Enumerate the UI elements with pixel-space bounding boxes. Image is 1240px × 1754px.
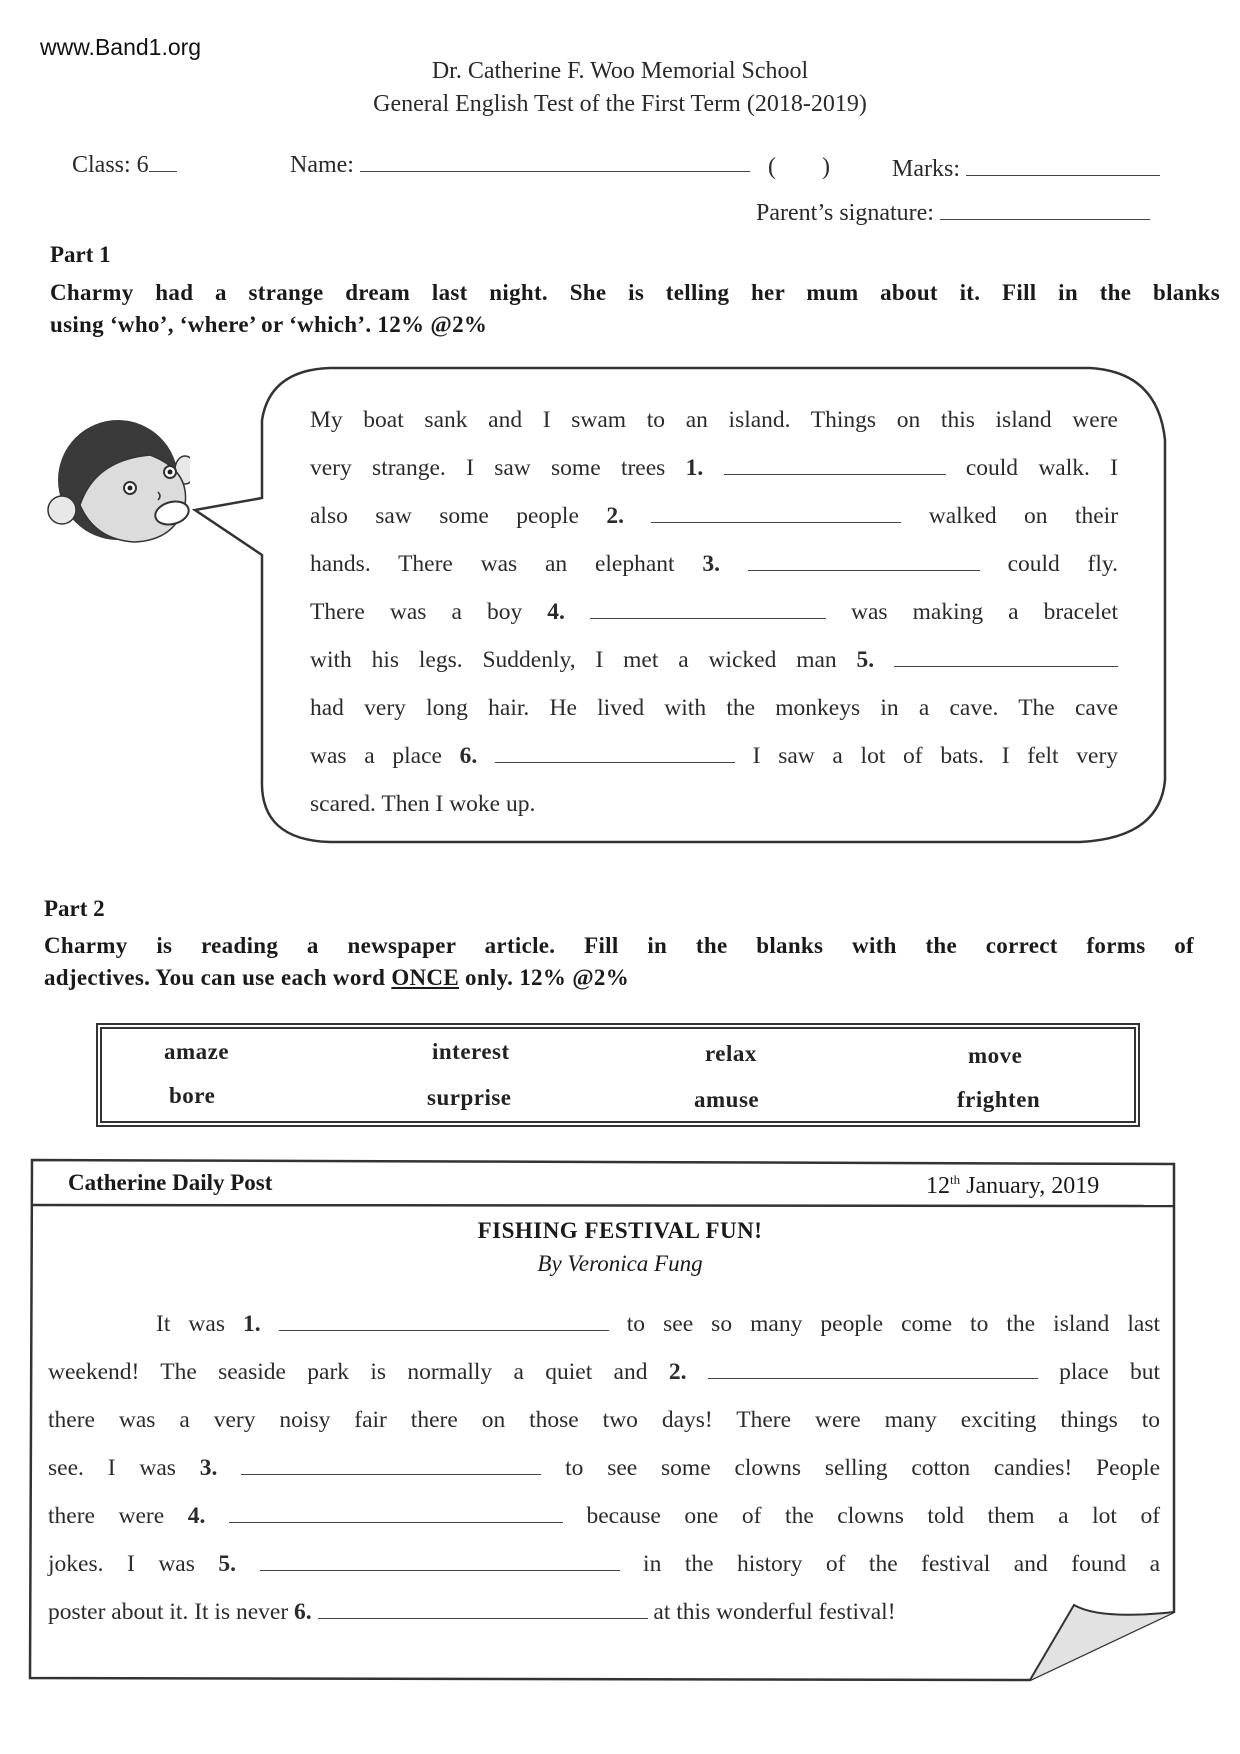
bubble-line-9: scared. Then I woke up.: [310, 791, 536, 817]
word-bank-item: surprise: [427, 1085, 512, 1110]
word-bank-item: frighten: [957, 1087, 1041, 1112]
watermark-url: www.Band1.org: [40, 34, 202, 60]
name-field[interactable]: [290, 152, 750, 179]
bubble-line-4: hands. There was an elephant 3. could fly.: [310, 551, 1119, 577]
newspaper-date: 12th January, 2019: [926, 1172, 1100, 1199]
part1-blank-3[interactable]: [748, 552, 980, 571]
name-blank[interactable]: [360, 171, 750, 172]
part2-blank-3[interactable]: [241, 1456, 541, 1475]
bubble-line-3: also saw some people 2. walked on their: [310, 503, 1119, 529]
class-label: Class: 6: [72, 152, 149, 178]
once-emphasis: ONCE: [391, 965, 459, 990]
article-line-3: there was a very noisy fair there on those two days! There were many exciting things to: [48, 1407, 1160, 1433]
word-bank: [96, 1023, 1140, 1127]
name-label: Name:: [290, 152, 354, 178]
marks-field[interactable]: [892, 156, 1160, 183]
marks-blank[interactable]: [966, 175, 1160, 176]
part1-blank-2[interactable]: [651, 504, 901, 523]
word-bank-item: amaze: [164, 1039, 230, 1064]
article-byline: By Veronica Fung: [537, 1251, 703, 1276]
article-line-5: there were 4. because one of the clowns told them a lot of: [48, 1503, 1161, 1529]
word-bank-item: interest: [432, 1039, 510, 1064]
part1-blank-1[interactable]: [724, 456, 946, 475]
word-bank-item: bore: [169, 1083, 216, 1108]
part2-blank-4[interactable]: [229, 1504, 563, 1523]
bubble-line-6: with his legs. Suddenly, I met a wicked man 5.: [310, 636, 1118, 684]
signature-blank[interactable]: [940, 219, 1150, 220]
article-headline: FISHING FESTIVAL FUN!: [477, 1218, 763, 1243]
article-line-6: jokes. I was 5. in the history of the festival and found a: [48, 1551, 1161, 1577]
signature-field[interactable]: [756, 200, 1150, 227]
article-body: [48, 1300, 1160, 1636]
bubble-line-1: My boat sank and I swam to an island. Things on this island were: [310, 407, 1118, 433]
bubble-line-5: There was a boy 4. was making a bracelet: [310, 599, 1119, 625]
part2-blank-1[interactable]: [279, 1312, 609, 1331]
bubble-line-2: very strange. I saw some trees 1. could walk. I: [310, 455, 1119, 481]
part1-instruction: Charmy had a strange dream last night. She is telling her mum about it. Fill in the blanks using ‘who’, ‘where’ or ‘which’. 12% @2%: [50, 280, 1220, 337]
part2-blank-6[interactable]: [318, 1600, 648, 1619]
word-bank-item: amuse: [694, 1087, 760, 1112]
class-blank[interactable]: [149, 171, 177, 172]
part2-instruction: Charmy is reading a newspaper article. Fill in the blanks with the correct forms of adjectives. You can use each word ONCE only. 12% @2%: [44, 933, 1194, 990]
dream-passage: [310, 396, 1118, 828]
word-bank-item: move: [968, 1043, 1023, 1068]
part1-heading: Part 1: [50, 242, 111, 267]
part1-blank-6[interactable]: [495, 744, 735, 763]
article-line-2: weekend! The seaside park is normally a quiet and 2. place but: [48, 1359, 1161, 1385]
article-line-1: It was 1. to see so many people come to the island last: [156, 1311, 1160, 1337]
part1-blank-4[interactable]: [590, 600, 826, 619]
marks-label: Marks:: [892, 156, 960, 182]
part2-blank-5[interactable]: [260, 1552, 620, 1571]
part2-blank-2[interactable]: [708, 1360, 1038, 1379]
bubble-line-7: had very long hair. He lived with the monkeys in a cave. The cave: [310, 695, 1118, 721]
test-title: General English Test of the First Term (2018-2019): [373, 91, 867, 117]
bubble-line-8: was a place 6. I saw a lot of bats. I felt very: [310, 743, 1119, 769]
school-name: Dr. Catherine F. Woo Memorial School: [431, 58, 809, 84]
word-bank-item: relax: [705, 1041, 757, 1066]
article-line-4: see. I was 3. to see some clowns selling cotton candies! People: [48, 1455, 1161, 1481]
class-field[interactable]: [72, 152, 177, 179]
part1-blank-5[interactable]: [894, 648, 1118, 667]
signature-label: Parent’s signature:: [756, 200, 934, 226]
article-line-7: poster about it. It is never 6. at this wonderful festival!: [48, 1599, 896, 1625]
part2-heading: Part 2: [44, 896, 105, 921]
class-number-paren[interactable]: ( ): [768, 154, 830, 180]
newspaper-name: Catherine Daily Post: [68, 1170, 273, 1195]
